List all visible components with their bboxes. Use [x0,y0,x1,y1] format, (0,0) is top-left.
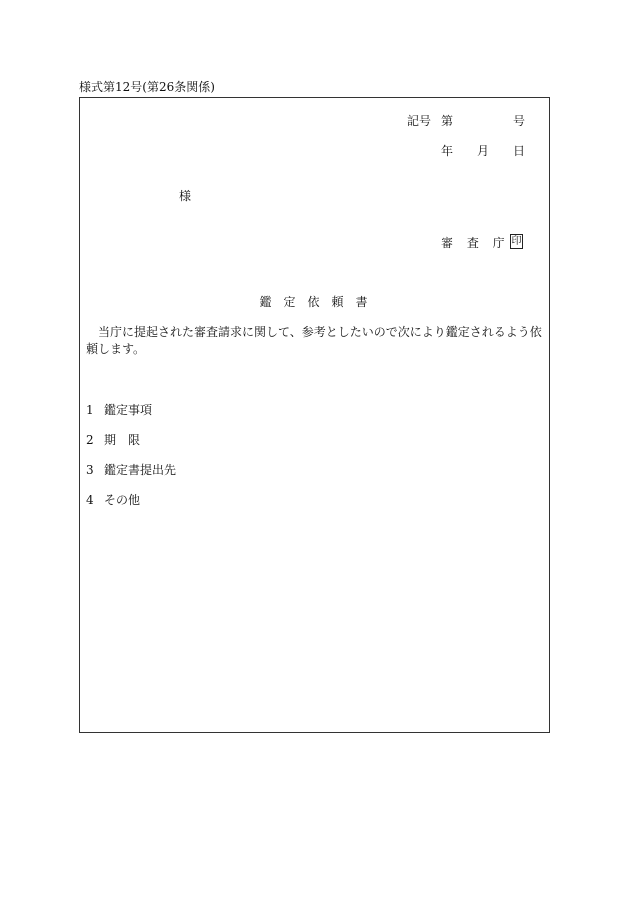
reference-dai: 第 [441,114,454,128]
date-day-label: 日 [513,144,526,158]
reference-go: 号 [513,114,526,128]
list-item-label: その他 [104,493,141,507]
list-item-number: 1 [86,403,94,417]
document-title: 鑑定依頼書 [259,295,380,309]
list-item-number: 2 [86,433,94,447]
document-frame [79,97,550,733]
list-item-number: 4 [86,493,94,507]
request-body-text: 当庁に提起された審査請求に関して、参考としたいので次により鑑定されるよう依頼します。 [86,325,542,356]
date-month-label: 月 [477,144,490,158]
form-number: 様式第12号(第26条関係) [79,80,215,94]
list-item-other [86,493,140,507]
seal-box: 印 [511,236,522,247]
issuer-name: 審 査 庁 [441,236,510,250]
list-item-number: 3 [86,463,94,477]
list-item-label: 期 限 [104,433,141,447]
date-year-label: 年 [441,144,454,158]
list-item-appraisal-matter [86,403,152,417]
reference-label: 記号 [407,114,432,128]
list-item-submission-destination [86,463,176,477]
list-item-deadline [86,433,140,447]
list-item-label: 鑑定書提出先 [104,463,177,477]
list-item-label: 鑑定事項 [104,403,153,417]
addressee-honorific: 様 [179,189,192,203]
